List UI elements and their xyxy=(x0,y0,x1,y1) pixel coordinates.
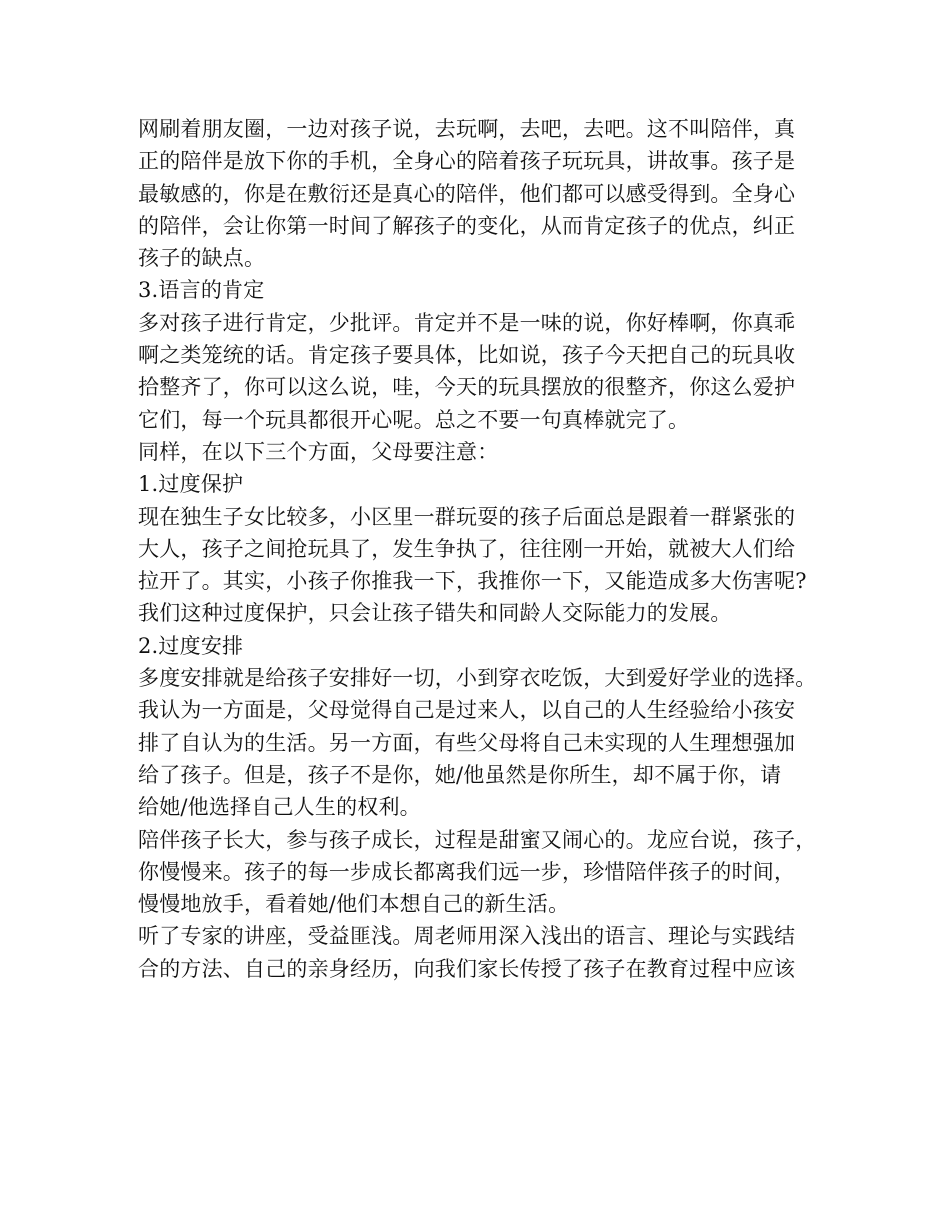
document-body xyxy=(138,113,818,985)
text-line: 现在独生子女比较多，小区里一群玩耍的孩子后面总是跟着一群紧张的 xyxy=(138,504,796,529)
text-line: 最敏感的，你是在敷衍还是真心的陪伴，他们都可以感受得到。全身心 xyxy=(138,181,796,206)
text-line: 正的陪伴是放下你的手机，全身心的陪着孩子玩玩具，讲故事。孩子是 xyxy=(138,149,796,174)
text-line: 它们，每一个玩具都很开心呢。总之不要一句真棒就完了。 xyxy=(138,407,690,432)
text-line: 网刷着朋友圈，一边对孩子说，去玩啊，去吧，去吧。这不叫陪伴，真 xyxy=(138,117,796,141)
text-line: 大人，孩子之间抢玩具了，发生争执了，往往刚一开始，就被大人们给 xyxy=(138,536,796,561)
text-line: 你慢慢来。孩子的每一步成长都离我们远一步，珍惜陪伴孩子的时间， xyxy=(138,859,796,884)
text-line: 陪伴孩子长大，参与孩子成长，过程是甜蜜又闹心的。龙应台说，孩子， xyxy=(138,827,817,852)
text-line: 拉开了。其实，小孩子你推我一下，我推你一下，又能造成多大伤害呢? xyxy=(138,569,807,594)
text-line: 啊之类笼统的话。肯定孩子要具体，比如说，孩子今天把自己的玩具收 xyxy=(138,343,796,368)
text-line: 多对孩子进行肯定，少批评。肯定并不是一味的说，你好棒啊，你真乖 xyxy=(138,310,796,335)
text-line: 孩子的缺点。 xyxy=(138,246,266,271)
section-heading: 2.过度安排 xyxy=(138,633,244,658)
text-line: 的陪伴，会让你第一时间了解孩子的变化，从而肯定孩子的优点，纠正 xyxy=(138,213,796,238)
text-line: 给她/他选择自己人生的权利。 xyxy=(138,795,421,820)
text-line: 听了专家的讲座，受益匪浅。周老师用深入浅出的语言、理论与实践结 xyxy=(138,924,796,949)
section-heading: 1.过度保护 xyxy=(138,472,244,497)
text-line: 我认为一方面是，父母觉得自己是过来人，以自己的人生经验给小孩安 xyxy=(138,698,796,723)
text-line: 慢慢地放手，看着她/他们本想自己的新生活。 xyxy=(138,892,570,917)
text-line: 排了自认为的生活。另一方面，有些父母将自己未实现的人生理想强加 xyxy=(138,730,796,755)
section-heading: 3.语言的肯定 xyxy=(138,278,265,303)
text-line: 给了孩子。但是，孩子不是你，她/他虽然是你所生，却不属于你，请 xyxy=(138,762,782,787)
text-line: 多度安排就是给孩子安排好一切，小到穿衣吃饭，大到爱好学业的选择。 xyxy=(138,666,817,691)
text-line: 拾整齐了，你可以这么说，哇，今天的玩具摆放的很整齐，你这么爱护 xyxy=(138,375,796,400)
text-line: 合的方法、自己的亲身经历，向我们家长传授了孩子在教育过程中应该 xyxy=(138,956,796,981)
text-line: 同样，在以下三个方面，父母要注意： xyxy=(138,439,499,464)
text-line: 我们这种过度保护，只会让孩子错失和同龄人交际能力的发展。 xyxy=(138,601,732,626)
